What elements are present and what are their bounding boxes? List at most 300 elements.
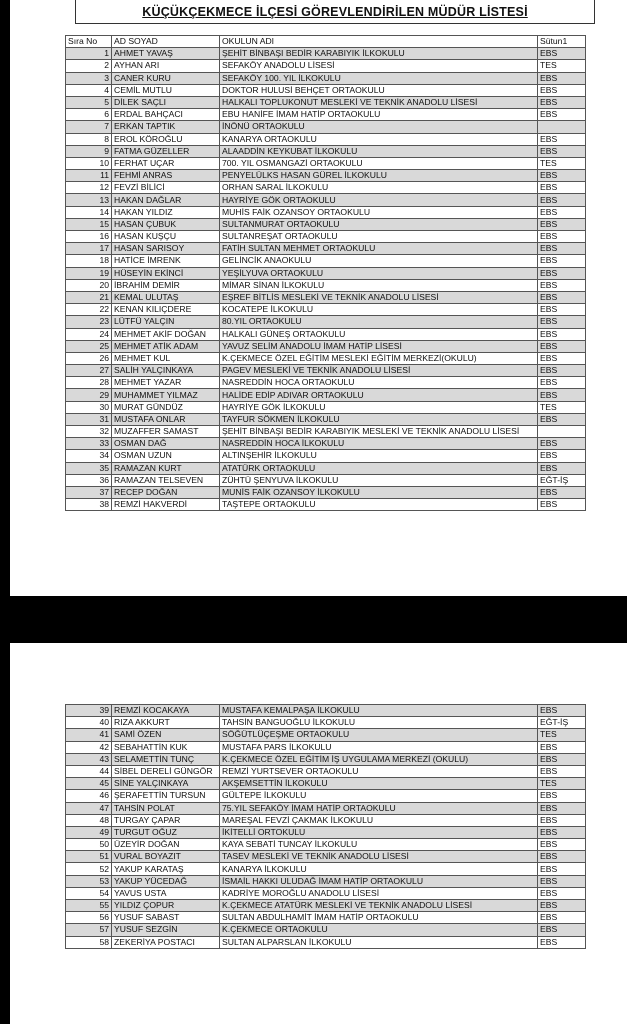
table-row	[66, 790, 586, 802]
table-row	[66, 438, 586, 450]
cell-ad-soyad: YAVUS USTA	[112, 887, 220, 899]
cell-ad-soyad: RIZA AKKURT	[112, 717, 220, 729]
cell-ad-soyad: MUZAFFER SAMAST	[112, 426, 220, 438]
cell-okulun-adi: NASREDDİN HOCA ORTAOKULU	[220, 377, 538, 389]
cell-sutun1: EBS	[538, 72, 586, 84]
table-row	[66, 267, 586, 279]
cell-okulun-adi: MUSTAFA PARS İLKOKULU	[220, 741, 538, 753]
cell-ad-soyad: RAMAZAN TELSEVEN	[112, 474, 220, 486]
cell-sira-no: 42	[66, 741, 112, 753]
cell-ad-soyad: CEMİL MUTLU	[112, 84, 220, 96]
cell-sutun1: EBS	[538, 255, 586, 267]
cell-okulun-adi: İNÖNÜ ORTAOKULU	[220, 121, 538, 133]
document-page-1	[10, 0, 627, 596]
cell-sira-no: 44	[66, 765, 112, 777]
table-row	[66, 182, 586, 194]
cell-ad-soyad: MEHMET YAZAR	[112, 377, 220, 389]
cell-okulun-adi: 700. YIL OSMANGAZİ ORTAOKULU	[220, 157, 538, 169]
cell-sutun1: EBS	[538, 243, 586, 255]
cell-okulun-adi: K.ÇEKMECE ATATÜRK MESLEKİ VE TEKNİK ANADOLU LİSESİ	[220, 900, 538, 912]
cell-sira-no: 7	[66, 121, 112, 133]
cell-sutun1: EBS	[538, 741, 586, 753]
cell-sira-no: 58	[66, 936, 112, 948]
cell-sira-no: 39	[66, 705, 112, 717]
cell-ad-soyad: İBRAHİM DEMİR	[112, 279, 220, 291]
cell-sutun1: EBS	[538, 389, 586, 401]
cell-sira-no: 16	[66, 231, 112, 243]
cell-sira-no: 24	[66, 328, 112, 340]
cell-sutun1: EBS	[538, 450, 586, 462]
cell-ad-soyad: MURAT GÜNDÜZ	[112, 401, 220, 413]
table-row	[66, 170, 586, 182]
cell-sira-no: 17	[66, 243, 112, 255]
cell-sutun1: TES	[538, 157, 586, 169]
cell-okulun-adi: KADRİYE MOROĞLU ANADOLU LİSESİ	[220, 887, 538, 899]
cell-okulun-adi: MUNİS FAİK OZANSOY İLKOKULU	[220, 486, 538, 498]
cell-okulun-adi: 80.YIL ORTAOKULU	[220, 316, 538, 328]
cell-okulun-adi: ŞEHİT BİNBAŞI BEDİR KARABIYIK MESLEKİ VE TEKNİK ANADOLU LİSESİ	[220, 426, 538, 438]
cell-sira-no: 12	[66, 182, 112, 194]
cell-ad-soyad: YUSUF SEZGİN	[112, 924, 220, 936]
cell-sutun1: EBS	[538, 924, 586, 936]
cell-ad-soyad: REMZİ KOCAKAYA	[112, 705, 220, 717]
cell-ad-soyad: MEHMET ATİK ADAM	[112, 340, 220, 352]
cell-sutun1: EBS	[538, 48, 586, 60]
cell-okulun-adi: TAYFUR SÖKMEN İLKOKULU	[220, 413, 538, 425]
cell-okulun-adi: FATİH SULTAN MEHMET ORTAOKULU	[220, 243, 538, 255]
cell-sira-no: 6	[66, 109, 112, 121]
cell-ad-soyad: HASAN SARISOY	[112, 243, 220, 255]
cell-sutun1: EBS	[538, 802, 586, 814]
cell-sira-no: 28	[66, 377, 112, 389]
cell-sutun1: TES	[538, 778, 586, 790]
cell-okulun-adi: AKŞEMSETTİN İLKOKULU	[220, 778, 538, 790]
cell-sira-no: 23	[66, 316, 112, 328]
table-row	[66, 462, 586, 474]
cell-sutun1: TES	[538, 401, 586, 413]
cell-sira-no: 46	[66, 790, 112, 802]
cell-sutun1: EBS	[538, 206, 586, 218]
cell-okulun-adi: ATATÜRK ORTAOKULU	[220, 462, 538, 474]
cell-sutun1: EĞT-İŞ	[538, 717, 586, 729]
cell-okulun-adi: ALTINŞEHİR İLKOKULU	[220, 450, 538, 462]
cell-sira-no: 34	[66, 450, 112, 462]
cell-okulun-adi: MUSTAFA KEMALPAŞA İLKOKULU	[220, 705, 538, 717]
cell-ad-soyad: YAKUP KARATAŞ	[112, 863, 220, 875]
cell-ad-soyad: TURGAY ÇAPAR	[112, 814, 220, 826]
table-row	[66, 84, 586, 96]
cell-sira-no: 31	[66, 413, 112, 425]
header-okulun-adi: OKULUN ADI	[220, 36, 538, 48]
table-row	[66, 717, 586, 729]
table-row	[66, 255, 586, 267]
table-row	[66, 72, 586, 84]
cell-ad-soyad: YAKUP YÜCEDAĞ	[112, 875, 220, 887]
cell-sutun1: EBS	[538, 887, 586, 899]
table-row	[66, 741, 586, 753]
cell-sira-no: 3	[66, 72, 112, 84]
cell-okulun-adi: SULTAN ALPARSLAN İLKOKULU	[220, 936, 538, 948]
table-row	[66, 401, 586, 413]
cell-sutun1	[538, 121, 586, 133]
cell-ad-soyad: OSMAN DAĞ	[112, 438, 220, 450]
cell-ad-soyad: HATİCE İMRENK	[112, 255, 220, 267]
cell-ad-soyad: FERHAT UÇAR	[112, 157, 220, 169]
cell-sutun1: EBS	[538, 291, 586, 303]
header-ad-soyad: AD SOYAD	[112, 36, 220, 48]
cell-sutun1: EBS	[538, 194, 586, 206]
table-row	[66, 499, 586, 511]
cell-ad-soyad: HAKAN DAĞLAR	[112, 194, 220, 206]
cell-sira-no: 21	[66, 291, 112, 303]
cell-okulun-adi: ALAADDİN KEYKUBAT İLKOKULU	[220, 145, 538, 157]
cell-sira-no: 30	[66, 401, 112, 413]
table-row	[66, 352, 586, 364]
cell-sira-no: 2	[66, 60, 112, 72]
table-row	[66, 765, 586, 777]
cell-sutun1: EBS	[538, 182, 586, 194]
cell-sira-no: 37	[66, 486, 112, 498]
cell-ad-soyad: KENAN KILIÇDERE	[112, 304, 220, 316]
cell-sira-no: 10	[66, 157, 112, 169]
cell-sira-no: 14	[66, 206, 112, 218]
table-row	[66, 60, 586, 72]
table-row	[66, 389, 586, 401]
cell-ad-soyad: EROL KÖROĞLU	[112, 133, 220, 145]
cell-okulun-adi: KANARYA ORTAOKULU	[220, 133, 538, 145]
table-row	[66, 48, 586, 60]
cell-ad-soyad: SEBAHATTİN KUK	[112, 741, 220, 753]
table-row	[66, 194, 586, 206]
table-row	[66, 753, 586, 765]
cell-sira-no: 45	[66, 778, 112, 790]
cell-okulun-adi: 75.YIL SEFAKÖY İMAM HATİP ORTAOKULU	[220, 802, 538, 814]
cell-okulun-adi: HALKALI TOPLUKONUT MESLEKİ VE TEKNİK ANADOLU LİSESİ	[220, 96, 538, 108]
cell-sutun1: EBS	[538, 340, 586, 352]
cell-sira-no: 9	[66, 145, 112, 157]
table-row	[66, 814, 586, 826]
cell-okulun-adi: HALİDE EDİP ADIVAR ORTAOKULU	[220, 389, 538, 401]
cell-sira-no: 8	[66, 133, 112, 145]
table-row	[66, 218, 586, 230]
cell-okulun-adi: REMZİ YURTSEVER ORTAOKULU	[220, 765, 538, 777]
cell-sutun1: EBS	[538, 705, 586, 717]
director-table-2	[65, 704, 586, 949]
cell-sutun1: EBS	[538, 316, 586, 328]
table-row	[66, 377, 586, 389]
cell-ad-soyad: HAKAN YILDIZ	[112, 206, 220, 218]
cell-sutun1: EBS	[538, 900, 586, 912]
cell-okulun-adi: SEFAKÖY 100. YIL İLKOKULU	[220, 72, 538, 84]
cell-sutun1: EBS	[538, 218, 586, 230]
cell-ad-soyad: SİNE YALÇINKAYA	[112, 778, 220, 790]
cell-sutun1: EBS	[538, 486, 586, 498]
cell-sira-no: 4	[66, 84, 112, 96]
cell-ad-soyad: REMZİ HAKVERDİ	[112, 499, 220, 511]
cell-okulun-adi: SULTAN ABDULHAMİT İMAM HATİP ORTAOKULU	[220, 912, 538, 924]
cell-okulun-adi: KOCATEPE İLKOKULU	[220, 304, 538, 316]
cell-sira-no: 19	[66, 267, 112, 279]
cell-sutun1: EBS	[538, 765, 586, 777]
cell-sutun1: EBS	[538, 133, 586, 145]
cell-sutun1: EBS	[538, 912, 586, 924]
table-row	[66, 365, 586, 377]
table-row	[66, 316, 586, 328]
cell-ad-soyad: MUHAMMET YILMAZ	[112, 389, 220, 401]
cell-sutun1: EBS	[538, 352, 586, 364]
cell-sutun1: EBS	[538, 328, 586, 340]
cell-ad-soyad: ZEKERİYA POSTACI	[112, 936, 220, 948]
table-row	[66, 705, 586, 717]
table-header-row	[66, 36, 586, 48]
cell-ad-soyad: HASAN ÇUBUK	[112, 218, 220, 230]
cell-okulun-adi: GELİNCİK ANAOKULU	[220, 255, 538, 267]
cell-ad-soyad: HÜSEYİN EKİNCİ	[112, 267, 220, 279]
table-row	[66, 243, 586, 255]
cell-okulun-adi: EBU HANİFE İMAM HATİP ORTAOKULU	[220, 109, 538, 121]
cell-ad-soyad: OSMAN UZUN	[112, 450, 220, 462]
cell-sutun1: EBS	[538, 109, 586, 121]
cell-sira-no: 56	[66, 912, 112, 924]
cell-okulun-adi: K.ÇEKMECE ÖZEL EĞİTİM İŞ UYGULAMA MERKEZİ (OKULU)	[220, 753, 538, 765]
cell-okulun-adi: YAVUZ SELİM ANADOLU İMAM HATİP LİSESİ	[220, 340, 538, 352]
cell-okulun-adi: SULTANMURAT ORTAOKULU	[220, 218, 538, 230]
cell-okulun-adi: KAYA SEBATİ TUNCAY İLKOKULU	[220, 839, 538, 851]
list-title: KÜÇÜKÇEKMECE İLÇESİ GÖREVLENDİRİLEN MÜDÜR LİSTESİ	[75, 0, 595, 24]
cell-okulun-adi: SÖĞÜTLÜÇEŞME ORTAOKULU	[220, 729, 538, 741]
director-table-1	[65, 35, 586, 511]
table-row	[66, 121, 586, 133]
table-row	[66, 936, 586, 948]
cell-okulun-adi: K.ÇEKMECE ORTAOKULU	[220, 924, 538, 936]
cell-sira-no: 1	[66, 48, 112, 60]
cell-sira-no: 51	[66, 851, 112, 863]
cell-okulun-adi: DOKTOR HULUSİ BEHÇET ORTAOKULU	[220, 84, 538, 96]
cell-ad-soyad: HASAN KUŞÇU	[112, 231, 220, 243]
cell-okulun-adi: SULTANREŞAT ORTAOKULU	[220, 231, 538, 243]
cell-sira-no: 43	[66, 753, 112, 765]
cell-ad-soyad: VURAL BOYAZIT	[112, 851, 220, 863]
cell-okulun-adi: TAHSİN BANGUOĞLU İLKOKULU	[220, 717, 538, 729]
cell-ad-soyad: FATMA GÜZELLER	[112, 145, 220, 157]
cell-ad-soyad: KEMAL ULUTAŞ	[112, 291, 220, 303]
cell-sutun1: EBS	[538, 936, 586, 948]
cell-sutun1: EBS	[538, 814, 586, 826]
cell-ad-soyad: TURGUT OĞUZ	[112, 826, 220, 838]
cell-okulun-adi: MAREŞAL FEVZİ ÇAKMAK İLKOKULU	[220, 814, 538, 826]
cell-sira-no: 20	[66, 279, 112, 291]
cell-okulun-adi: HALKALI GÜNEŞ ORTAOKULU	[220, 328, 538, 340]
cell-ad-soyad: ÜZEYİR DOĞAN	[112, 839, 220, 851]
table-row	[66, 778, 586, 790]
cell-sutun1: EBS	[538, 413, 586, 425]
cell-okulun-adi: GÜLTEPE İLKOKULU	[220, 790, 538, 802]
table-row	[66, 802, 586, 814]
cell-okulun-adi: İSMAİL HAKKI ULUDAĞ İMAM HATİP ORTAOKULU	[220, 875, 538, 887]
table-row	[66, 328, 586, 340]
cell-okulun-adi: PAGEV MESLEKİ VE TEKNİK ANADOLU LİSESİ	[220, 365, 538, 377]
cell-ad-soyad: YUSUF SABAST	[112, 912, 220, 924]
cell-sutun1	[538, 426, 586, 438]
table-row	[66, 875, 586, 887]
table-row	[66, 133, 586, 145]
cell-sutun1: EBS	[538, 145, 586, 157]
cell-sira-no: 29	[66, 389, 112, 401]
cell-ad-soyad: ŞERAFETTİN TURSUN	[112, 790, 220, 802]
table-row	[66, 109, 586, 121]
cell-sira-no: 35	[66, 462, 112, 474]
cell-sutun1: TES	[538, 729, 586, 741]
cell-sira-no: 32	[66, 426, 112, 438]
cell-ad-soyad: SAMİ ÖZEN	[112, 729, 220, 741]
cell-sutun1: EBS	[538, 863, 586, 875]
cell-ad-soyad: SİBEL DERELİ GÜNGÖR	[112, 765, 220, 777]
cell-sira-no: 50	[66, 839, 112, 851]
cell-sira-no: 48	[66, 814, 112, 826]
cell-okulun-adi: HAYRİYE GÖK İLKOKULU	[220, 401, 538, 413]
cell-ad-soyad: FEVZİ BİLİCİ	[112, 182, 220, 194]
cell-okulun-adi: EŞREF BİTLİS MESLEKİ VE TEKNİK ANADOLU LİSESİ	[220, 291, 538, 303]
cell-okulun-adi: ORHAN SARAL İLKOKULU	[220, 182, 538, 194]
cell-ad-soyad: SALİH YALÇINKAYA	[112, 365, 220, 377]
cell-sira-no: 38	[66, 499, 112, 511]
cell-sutun1: EBS	[538, 790, 586, 802]
cell-ad-soyad: MUSTAFA ONLAR	[112, 413, 220, 425]
cell-ad-soyad: LÜTFÜ YALÇIN	[112, 316, 220, 328]
table-row	[66, 912, 586, 924]
document-page-2	[10, 643, 627, 1024]
table-row	[66, 826, 586, 838]
cell-sira-no: 33	[66, 438, 112, 450]
cell-sira-no: 54	[66, 887, 112, 899]
cell-sutun1: EBS	[538, 231, 586, 243]
cell-sira-no: 49	[66, 826, 112, 838]
cell-sutun1: EBS	[538, 267, 586, 279]
cell-sutun1: EBS	[538, 84, 586, 96]
cell-ad-soyad: ERDAL BAHÇACI	[112, 109, 220, 121]
cell-okulun-adi: TAŞTEPE ORTAOKULU	[220, 499, 538, 511]
cell-sutun1: EBS	[538, 839, 586, 851]
table-row	[66, 450, 586, 462]
cell-okulun-adi: NASREDDİN HOCA İLKOKULU	[220, 438, 538, 450]
cell-sira-no: 55	[66, 900, 112, 912]
cell-sira-no: 57	[66, 924, 112, 936]
table-row	[66, 279, 586, 291]
table-row	[66, 426, 586, 438]
cell-sira-no: 11	[66, 170, 112, 182]
table-row	[66, 863, 586, 875]
cell-sutun1: EBS	[538, 875, 586, 887]
cell-sutun1: EBS	[538, 377, 586, 389]
cell-sutun1: EBS	[538, 96, 586, 108]
cell-sira-no: 18	[66, 255, 112, 267]
cell-ad-soyad: RAMAZAN KURT	[112, 462, 220, 474]
header-sira-no: Sıra No	[66, 36, 112, 48]
cell-ad-soyad: AYHAN ARI	[112, 60, 220, 72]
cell-sutun1: EBS	[538, 170, 586, 182]
table-row	[66, 340, 586, 352]
cell-sutun1: EBS	[538, 462, 586, 474]
cell-okulun-adi: ZÜHTÜ ŞENYUVA İLKOKULU	[220, 474, 538, 486]
table-row	[66, 413, 586, 425]
cell-sutun1: EĞT-İŞ	[538, 474, 586, 486]
table-row	[66, 729, 586, 741]
cell-sira-no: 36	[66, 474, 112, 486]
cell-sira-no: 27	[66, 365, 112, 377]
cell-sutun1: EBS	[538, 851, 586, 863]
cell-sira-no: 52	[66, 863, 112, 875]
cell-ad-soyad: CANER KURU	[112, 72, 220, 84]
cell-sutun1: EBS	[538, 499, 586, 511]
cell-okulun-adi: KANARYA İLKOKULU	[220, 863, 538, 875]
cell-ad-soyad: YILDIZ ÇOPUR	[112, 900, 220, 912]
cell-sira-no: 22	[66, 304, 112, 316]
cell-ad-soyad: FEHMİ ANRAS	[112, 170, 220, 182]
cell-ad-soyad: MEHMET KUL	[112, 352, 220, 364]
table-row	[66, 839, 586, 851]
cell-okulun-adi: SEFAKÖY ANADOLU LİSESİ	[220, 60, 538, 72]
cell-okulun-adi: İKİTELLİ ORTOKULU	[220, 826, 538, 838]
cell-sutun1: EBS	[538, 438, 586, 450]
cell-sutun1: EBS	[538, 279, 586, 291]
cell-ad-soyad: ERKAN TAPTIK	[112, 121, 220, 133]
cell-sira-no: 25	[66, 340, 112, 352]
cell-okulun-adi: TASEV MESLEKİ VE TEKNİK ANADOLU LİSESİ	[220, 851, 538, 863]
cell-ad-soyad: RECEP DOĞAN	[112, 486, 220, 498]
cell-okulun-adi: ŞEHİT BİNBAŞI BEDİR KARABIYIK İLKOKULU	[220, 48, 538, 60]
cell-sutun1: EBS	[538, 304, 586, 316]
table-row	[66, 924, 586, 936]
cell-sira-no: 53	[66, 875, 112, 887]
table-row	[66, 145, 586, 157]
table-row	[66, 291, 586, 303]
table-row	[66, 304, 586, 316]
header-sutun1: Sütun1	[538, 36, 586, 48]
cell-sira-no: 47	[66, 802, 112, 814]
table-row	[66, 486, 586, 498]
table-row	[66, 206, 586, 218]
cell-sutun1: EBS	[538, 753, 586, 765]
cell-sira-no: 26	[66, 352, 112, 364]
table-row	[66, 157, 586, 169]
cell-okulun-adi: MİMAR SİNAN İLKOKULU	[220, 279, 538, 291]
cell-ad-soyad: DİLEK SAÇLI	[112, 96, 220, 108]
cell-okulun-adi: K.ÇEKMECE ÖZEL EĞİTİM MESLEKİ EĞİTİM MERKEZİ(OKULU)	[220, 352, 538, 364]
table-row	[66, 887, 586, 899]
table-row	[66, 96, 586, 108]
cell-sira-no: 13	[66, 194, 112, 206]
cell-sira-no: 15	[66, 218, 112, 230]
cell-sutun1: EBS	[538, 826, 586, 838]
table-row	[66, 231, 586, 243]
cell-sira-no: 41	[66, 729, 112, 741]
cell-sutun1: TES	[538, 60, 586, 72]
cell-ad-soyad: AHMET YAVAŞ	[112, 48, 220, 60]
cell-okulun-adi: HAYRİYE GÖK ORTAOKULU	[220, 194, 538, 206]
cell-ad-soyad: TAHSİN POLAT	[112, 802, 220, 814]
cell-okulun-adi: MUHİS FAİK OZANSOY ORTAOKULU	[220, 206, 538, 218]
cell-ad-soyad: MEHMET AKİF DOĞAN	[112, 328, 220, 340]
table-row	[66, 900, 586, 912]
cell-ad-soyad: SELAMETTİN TUNÇ	[112, 753, 220, 765]
cell-sutun1: EBS	[538, 365, 586, 377]
cell-okulun-adi: PENYELÜLKS HASAN GÜREL İLKOKULU	[220, 170, 538, 182]
cell-sira-no: 40	[66, 717, 112, 729]
cell-sira-no: 5	[66, 96, 112, 108]
table-row	[66, 851, 586, 863]
table-row	[66, 474, 586, 486]
cell-okulun-adi: YEŞİLYUVA ORTAOKULU	[220, 267, 538, 279]
